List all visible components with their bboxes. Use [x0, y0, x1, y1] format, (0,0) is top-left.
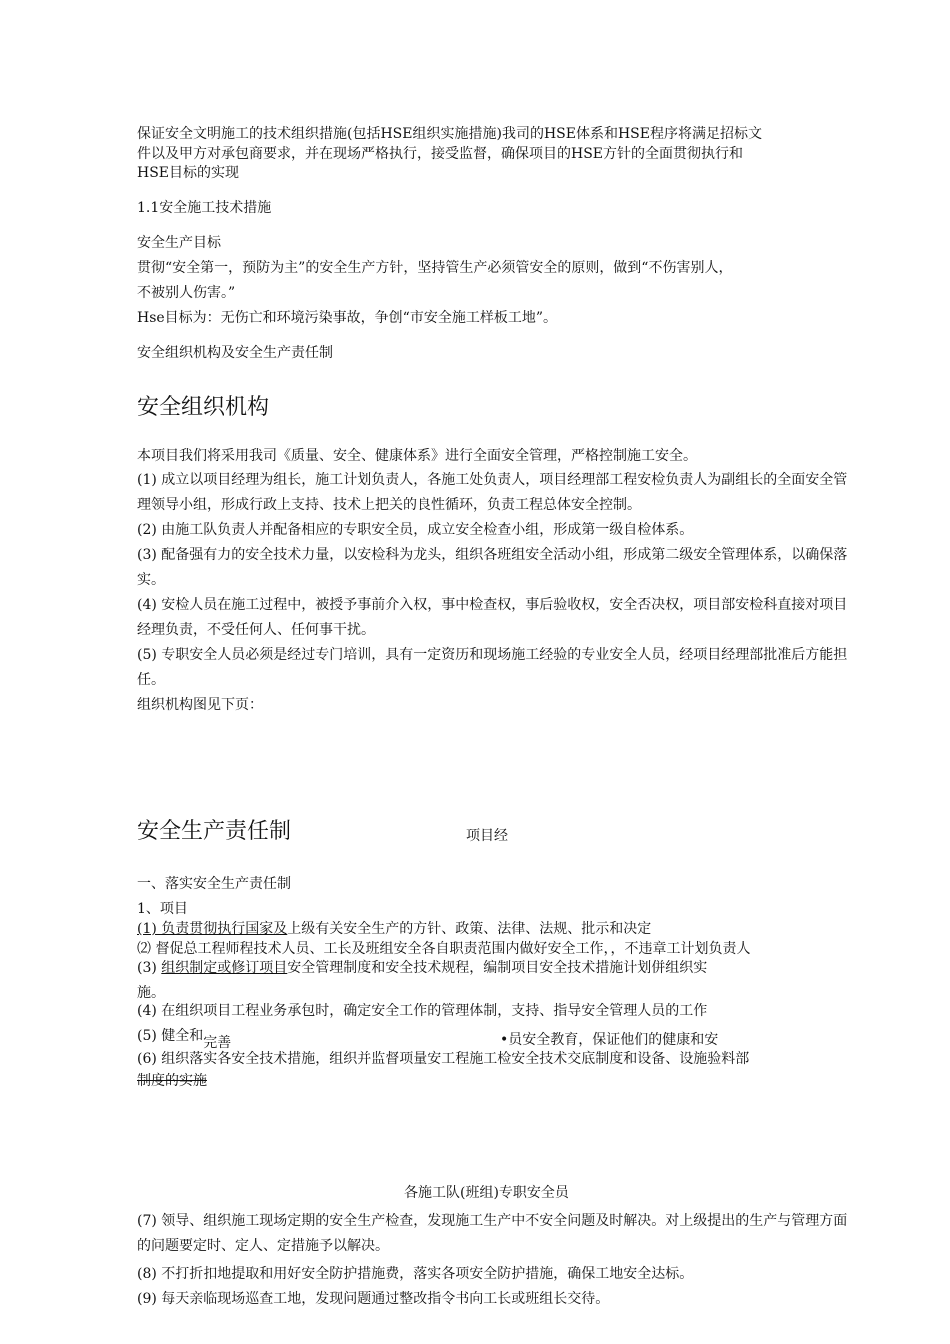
org-resp-title: 安全组织机构及安全生产责任制	[137, 345, 333, 361]
org-item-3: (3) 配备强有力的安全技术力量，以安检科为龙头，组织各班组安全活动小组，形成第二级安全管理体系，以确保落实。	[137, 547, 848, 588]
resp-sub-heading: 一、落实安全生产责任制	[137, 876, 291, 892]
resp-item-3	[137, 958, 857, 978]
resp-item-5-text: (5) 健全和	[137, 1028, 204, 1044]
resp-item-3-continued: 施。	[137, 985, 165, 1001]
intro-line-1: 保证安全文明施工的技术组织措施(包括HSE组织实施措施)我司的HSE体系和HSE程序将满足招标文	[137, 126, 762, 142]
resp-item-6-continued: 制度的实施	[137, 1073, 207, 1089]
resp-item-9: (9) 每天亲临现场巡查工地，发现问题通过整改指令书向工长或班组长交待。	[137, 1291, 610, 1307]
goal-line-1: 贯彻“安全第一，预防为主”的安全生产方针，坚持管生产必须管安全的原则，做到“不伤害别人，	[137, 260, 733, 276]
org-item-1: (1) 成立以项目经理为组长，施工计划负责人，各施工处负责人，项目经理部工程安检负责人为副组长的全面安全管理领导小组，形成行政上支持、技术上把关的良性循环，负责工程总体安全控制。	[137, 472, 848, 513]
org-item-2: (2) 由施工队负责人并配备相应的专职安全员，成立安全检查小组，形成第一级自检体系。	[137, 522, 694, 538]
resp-item-5-clipped: 完善	[203, 1035, 232, 1051]
org-item-4: (4) 安检人员在施工过程中，被授予事前介入权，事中检查权，事后验收权，安全否决权，项目部安检科直接对项目经理负责，不受任何人、任何事干扰。	[137, 597, 848, 638]
resp-item-3-underlined: 组织制定或修订项目	[161, 960, 288, 976]
resp-item-1-underlined: (1) 负责贯彻执行国家及	[137, 921, 288, 937]
resp-item-8: (8) 不打折扣地提取和用好安全防护措施费，落实各项安全防护措施，确保工地安全达标。	[137, 1266, 694, 1282]
intro-line-2: 件以及甲方对承包商要求，并在现场严格执行，接受监督，确保项目的HSE方针的全面贯彻执行和	[137, 146, 744, 162]
hse-target: Hse目标为：无伤亡和环境污染事故，争创“市安全施工样板工地”。	[137, 310, 557, 326]
resp-item-4: (4) 在组织项目工程业务承包时，确定安全工作的管理体制，支持、指导安全管理人员的工作	[137, 1003, 708, 1019]
goal-line-2: 不被别人伤害。”	[137, 285, 236, 301]
intro-line-3: HSE目标的实现	[137, 165, 240, 181]
resp-item-1-rest: 上级有关安全生产的方针、政策、法律、法规、批示和决定	[287, 921, 652, 937]
resp-item-1	[137, 919, 857, 935]
org-chart-note: 组织机构图见下页：	[137, 697, 263, 713]
chart-fragment-label: 项目经	[466, 828, 508, 844]
team-safety-officer-title: 各施工队(班组)专职安全员	[404, 1185, 569, 1201]
resp-project-heading: 1、项目	[137, 901, 188, 917]
org-heading: 安全组织机构	[137, 395, 270, 420]
resp-item-5-fragment: •员安全教育，保证他们的健康和安	[500, 1032, 719, 1048]
resp-item-7: (7) 领导、组织施工现场定期的安全生产检查，发现施工生产中不安全问题及时解决。对上级提出的生产与管理方面的问题要定时、定人、定措施予以解决。	[137, 1213, 848, 1254]
resp-item-5-start	[137, 1026, 247, 1051]
resp-item-3-rest: 安全管理制度和安全技术规程，编制项目安全技术措施计划併组织实	[287, 960, 708, 976]
resp-item-3-number: (3)	[137, 960, 162, 976]
section-heading-1-1: 1.1安全施工技术措施	[137, 200, 272, 216]
org-intro: 本项目我们将采用我司《质量、安全、健康体系》进行全面安全管理，严格控制施工安全。	[137, 448, 697, 464]
org-item-5: (5) 专职安全人员必须是经过专门培训，具有一定资历和现场施工经验的专业安全人员，经项目经理部批准后方能担任。	[137, 647, 848, 688]
goal-heading: 安全生产目标	[137, 235, 221, 251]
resp-heading: 安全生产责任制	[137, 819, 292, 844]
resp-item-6: (6) 组织落实各安全技术措施，组织并监督项量安工程施工检安全技术交底制度和设备、设施验料部	[137, 1051, 750, 1067]
resp-item-2: ⑵ 督促总工程师程技术人员、工长及班组安全各自职责范围内做好安全工作，，不违章工计划负责人	[137, 941, 751, 957]
